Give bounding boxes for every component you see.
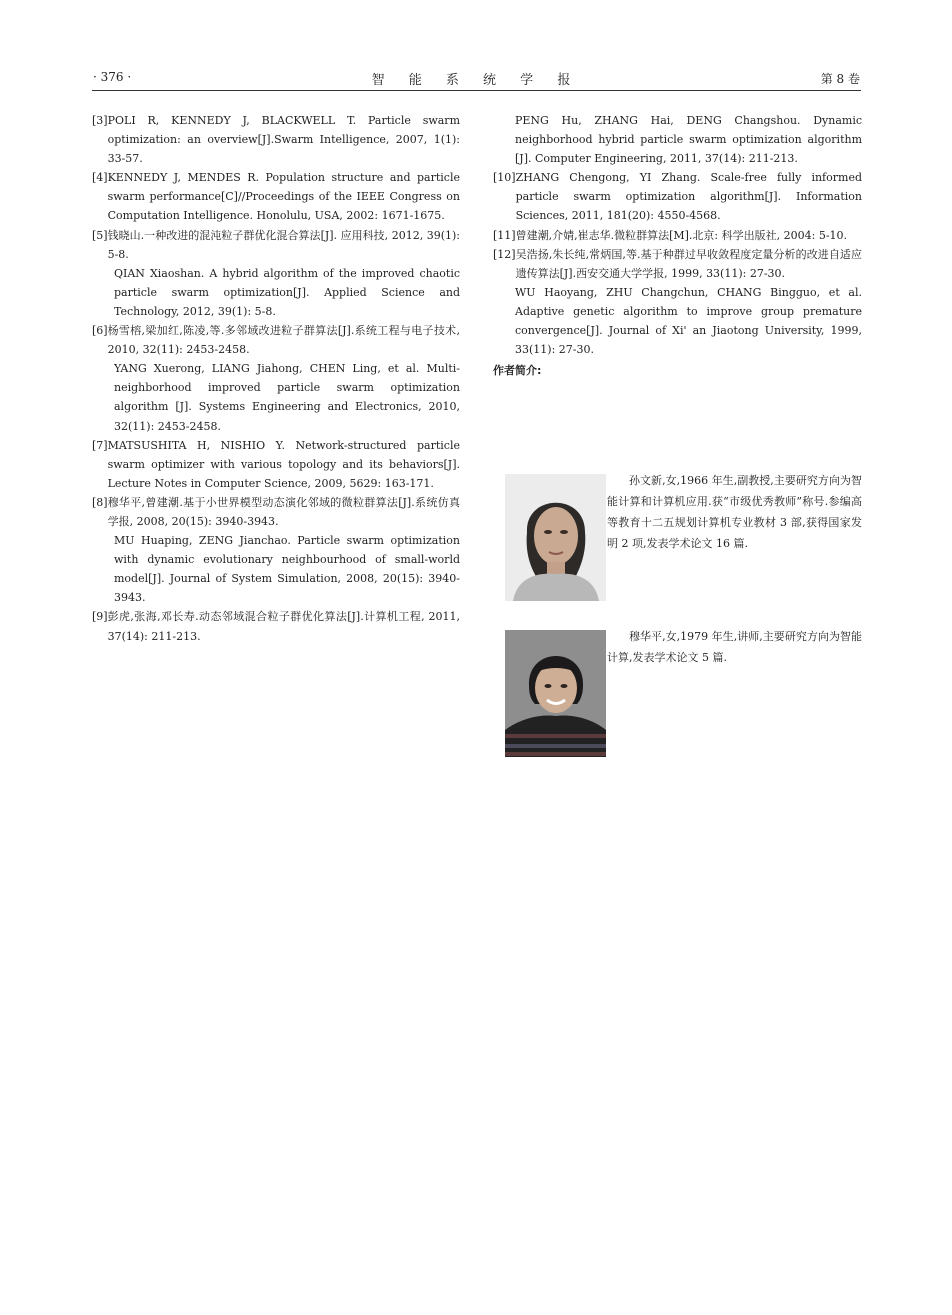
reference-number: [5]: [92, 228, 108, 242]
reference-text: MATSUSHITA H, NISHIO Y. Network-structured particle swarm optimizer with various topology and its behaviors[J]. Lecture Notes in Computer Science, 2009, 5629: 163-171.: [107, 438, 460, 490]
reference-number: [7]: [92, 438, 108, 452]
reference-5: [92, 226, 460, 264]
author-photo-1: [505, 474, 606, 601]
journal-title: 智 能 系 统 学 报: [371, 73, 581, 88]
reference-text: ZHANG Chengong, YI Zhang. Scale-free fully informed particle swarm optimization algorithm[J]. Information Sciences, 2011, 181(20): 4550-4568.: [515, 171, 862, 223]
reference-5-english: QIAN Xiaoshan. A hybrid algorithm of the improved chaotic particle swarm optimization[J]. Applied Science and Technology, 2012, 39(1): 5-8.: [114, 266, 460, 318]
author-bio-text-2: 穆华平,女,1979 年生,讲师,主要研究方向为智能计算,发表学术论文 5 篇.: [607, 630, 862, 664]
reference-11: [493, 226, 862, 245]
reference-number: [3]: [92, 114, 108, 127]
reference-6-english: YANG Xuerong, LIANG Jiahong, CHEN Ling, et al. Multi-neighborhood improved particle swarm optimization algorithm [J]. Systems Engineering and Electronics, 2010, 32(11): 2453-2458.: [114, 362, 460, 433]
reference-number: [8]: [92, 495, 108, 509]
reference-8-english: MU Huaping, ZENG Jianchao. Particle swarm optimization with dynamic evolutionary neighbourhood of small-world model[J]. Journal of System Simulation, 2008, 20(15): 3940-3943.: [114, 534, 460, 605]
author-bio-text-1: 孙文新,女,1966 年生,副教授,主要研究方向为智能计算和计算机应用.获“市级优秀教师”称号.参编高等教育十二五规划计算机专业教材 3 部,获得国家发明 2 项,发表学术论文 16 篇.: [607, 474, 862, 550]
reference-10: [493, 168, 862, 225]
reference-number: [6]: [92, 324, 108, 338]
reference-9: [92, 607, 460, 645]
reference-number: [11]: [493, 228, 516, 242]
reference-text: 彭虎,张海,邓长寿.动态邻域混合粒子群优化算法[J].计算机工程, 2011, 37(14): 211-213.: [107, 610, 460, 643]
left-column: [92, 111, 460, 646]
reference-12: [493, 245, 862, 283]
reference-text: 杨雪榕,梁加红,陈凌,等.多邻域改进粒子群算法[J].系统工程与电子技术, 2010, 32(11): 2453-2458.: [107, 324, 460, 357]
reference-number: [9]: [92, 610, 108, 624]
header-rule: [92, 90, 861, 91]
reference-9-english: PENG Hu, ZHANG Hai, DENG Changshou. Dynamic neighborhood hybrid particle swarm optimization algorithm [J]. Computer Engineering, 2011, 37(14): 211-213.: [515, 114, 862, 166]
reference-number: [4]: [92, 171, 108, 185]
reference-4: [92, 168, 460, 225]
reference-6: [92, 321, 460, 359]
reference-text: 钱晓山.一种改进的混沌粒子群优化混合算法[J]. 应用科技, 2012, 39(1): 5-8.: [107, 228, 460, 261]
author-bio-heading: 作者简介:: [493, 364, 542, 378]
author-photo-2: [505, 630, 606, 757]
volume-label: 第 8 卷: [820, 72, 860, 86]
reference-text: 穆华平,曾建潮.基于小世界模型动态演化邻域的微粒群算法[J].系统仿真学报, 2008, 20(15): 3940-3943.: [107, 495, 460, 528]
reference-number: [12]: [493, 247, 516, 261]
reference-number: [10]: [493, 171, 516, 185]
reference-3: [92, 111, 460, 168]
reference-text: 曾建潮,介婧,崔志华.微粒群算法[M].北京: 科学出版社, 2004: 5-10.: [515, 228, 848, 242]
reference-8: [92, 493, 460, 531]
reference-text: POLI R, KENNEDY J, BLACKWELL T. Particle swarm optimization: an overview[J].Swarm Intelligence, 2007, 1(1): 33-57.: [107, 114, 460, 166]
reference-12-english: WU Haoyang, ZHU Changchun, CHANG Bingguo, et al. Adaptive genetic algorithm to improve group premature convergence[J]. Journal of Xi' an Jiaotong University, 1999, 33(11): 27-30.: [515, 285, 862, 357]
reference-7: [92, 436, 460, 493]
reference-text: KENNEDY J, MENDES R. Population structure and particle swarm performance[C]//Proceedings of the IEEE Congress on Computation Intelligence. Honolulu, USA, 2002: 1671-1675.: [107, 171, 460, 223]
reference-text: 吴浩扬,朱长纯,常炳国,等.基于种群过早收敛程度定量分析的改进自适应遗传算法[J].西安交通大学学报, 1999, 33(11): 27-30.: [515, 247, 862, 280]
page-number: · 376 ·: [93, 70, 132, 84]
right-column: [493, 111, 862, 380]
